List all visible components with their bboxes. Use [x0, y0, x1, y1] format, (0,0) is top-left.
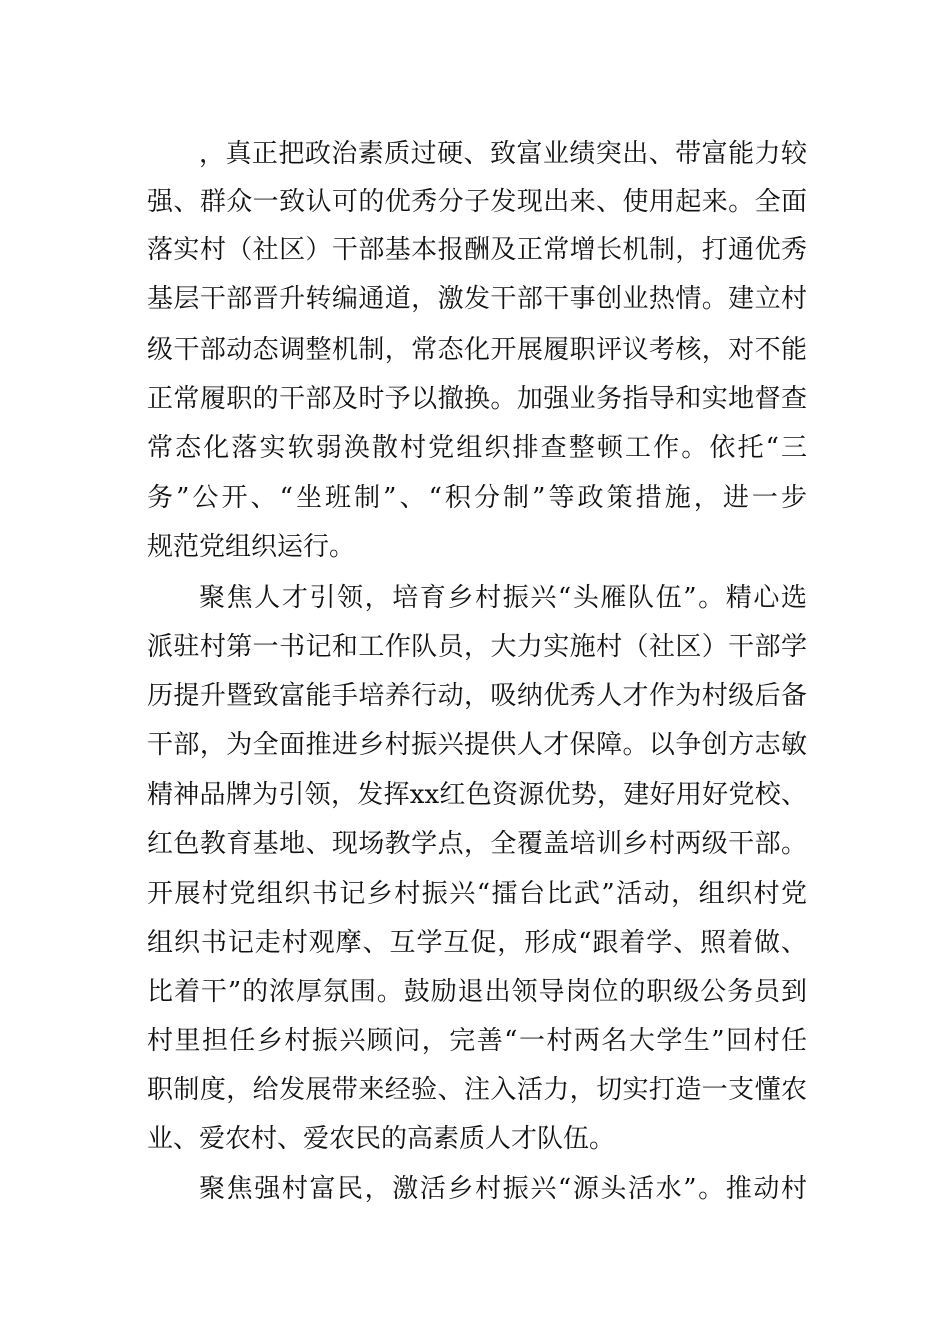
text-line: 红色教育基地、现场教学点，全覆盖培训乡村两级干部。: [147, 829, 807, 859]
text-line: 职制度，给发展带来经验、注入活力，切实打造一支懂农: [147, 1075, 807, 1105]
text-line: 派驻村第一书记和工作队员，大力实施村（社区）干部学: [147, 632, 807, 662]
text-line: 开展村党组织书记乡村振兴“擂台比武”活动，组织村党: [147, 879, 807, 909]
text-line: 干部，为全面推进乡村振兴提供人才保障。以争创方志敏: [147, 730, 807, 760]
text-line: 正常履职的干部及时予以撤换。加强业务指导和实地督查: [147, 384, 807, 414]
text-line: 比着干”的浓厚氛围。鼓励退出领导岗位的职级公务员到: [147, 977, 807, 1007]
text-line: 聚焦人才引领，培育乡村振兴“头雁队伍”。精心选: [199, 583, 807, 613]
text-line: 落实村（社区）干部基本报酬及正常增长机制，打通优秀: [147, 235, 807, 265]
text-line: 级干部动态调整机制，常态化开展履职评议考核，对不能: [147, 335, 807, 365]
text-line: ，真正把政治素质过硬、致富业绩突出、带富能力较: [199, 139, 807, 169]
text-line: 聚焦强村富民，激活乡村振兴“源头活水”。推动村: [199, 1174, 807, 1204]
text-line: 历提升暨致富能手培养行动，吸纳优秀人才作为村级后备: [147, 681, 807, 711]
text-line: 村里担任乡村振兴顾问，完善“一村两名大学生”回村任: [147, 1026, 807, 1056]
text-line: 规范党组织运行。: [147, 532, 356, 562]
text-line: 业、爱农村、爱农民的高素质人才队伍。: [147, 1124, 616, 1154]
text-line: 强、群众一致认可的优秀分子发现出来、使用起来。全面: [147, 187, 807, 217]
text-line: 常态化落实软弱涣散村党组织排查整顿工作。依托“三: [147, 433, 807, 463]
text-line: 精神品牌为引领，发挥xx红色资源优势，建好用好党校、: [147, 780, 807, 810]
text-line: 组织书记走村观摩、互学互促，形成“跟着学、照着做、: [147, 928, 807, 958]
text-line: 务”公开、“坐班制”、“积分制”等政策措施，进一步: [147, 483, 807, 513]
text-line: 基层干部晋升转编通道，激发干部干事创业热情。建立村: [147, 284, 807, 314]
